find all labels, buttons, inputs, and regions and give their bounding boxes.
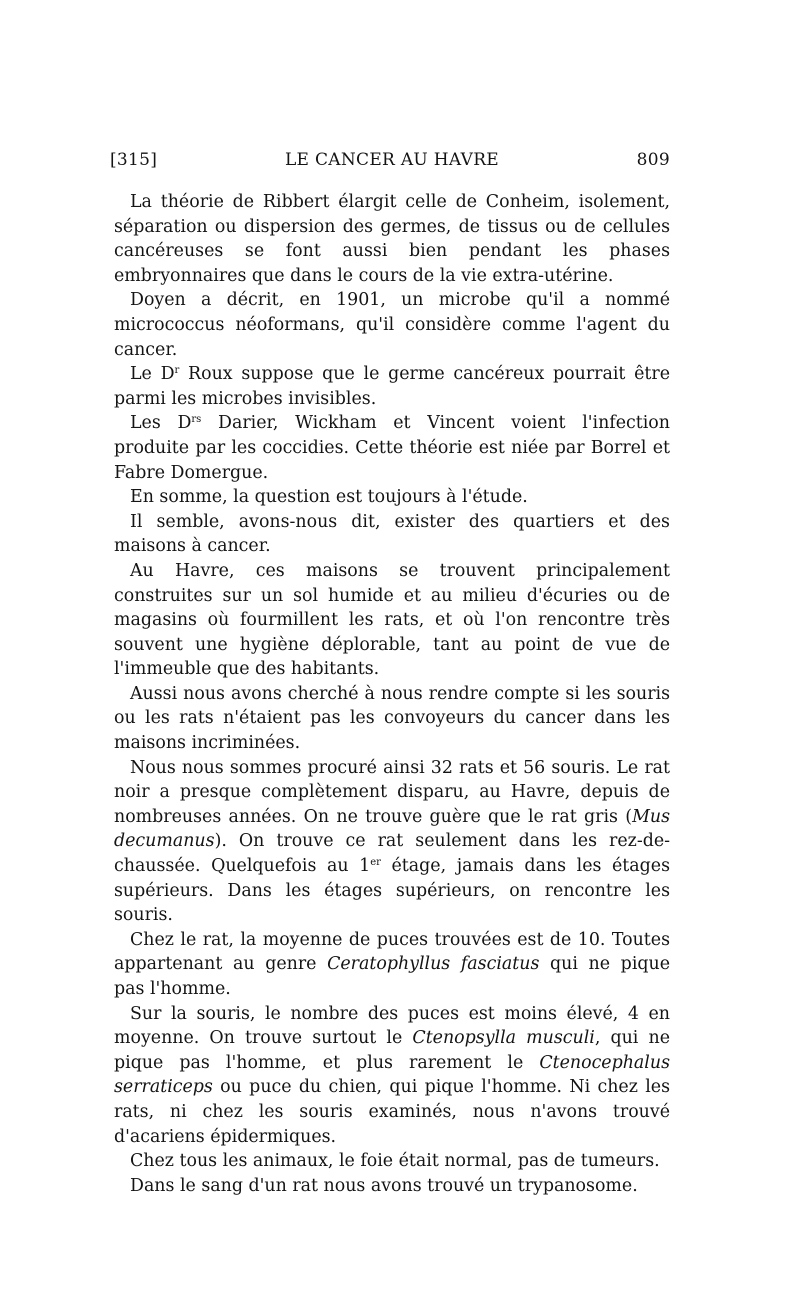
paragraph: La théorie de Ribbert élargit celle de Conheim, isolement, séparation ou dispersion des germes, de tissus ou de cellules cancéreuses se font aussi bien pendant les phases embryonnaires que dans le cours de la vie extra-utérine. bbox=[114, 192, 670, 286]
paragraph: Les $D^{rs}$ Darier, Wickham et Vincent voient l'infection produite par les coccidies. Cette théorie est niée par Borrel et Fabre Domergue. bbox=[114, 413, 670, 483]
paragraph: Chez tous les animaux, le foie était normal, pas de tumeurs. bbox=[130, 1151, 660, 1172]
paragraph: Aussi nous avons cherché à nous rendre compte si les souris ou les rats n'étaient pas les convoyeurs du cancer dans les maisons incriminées. bbox=[114, 683, 670, 754]
paragraph: Doyen a décrit, en 1901, un microbe qu'il a nommé micrococcus néoformans, qu'il considère comme l'agent du cancer. bbox=[114, 290, 670, 360]
species-name: Ctenopsylla musculi bbox=[412, 1028, 595, 1049]
species-name: Ceratophyllus fasciatus bbox=[327, 954, 540, 975]
species-name: Mus decumanus bbox=[114, 806, 670, 852]
paragraph: Le $D^r$ Roux suppose que le germe cancéreux pourrait être parmi les microbes invisibles. bbox=[114, 364, 671, 409]
paragraph: Il semble, avons-nous dit, exister des quartiers et des maisons à cancer. bbox=[114, 511, 670, 557]
superscript: r bbox=[174, 365, 180, 377]
paragraph: Chez le rat, la moyenne de puces trouvées est de 10. Toutes appartenant au genre Ceratophyllus fasciatus qui ne pique pas l'homme. bbox=[114, 929, 670, 999]
page-number: 809 bbox=[636, 150, 670, 170]
page-reference: [315] bbox=[110, 150, 158, 170]
body-text bbox=[114, 190, 670, 1198]
paragraph: Au Havre, ces maisons se trouvent principalement construites sur un sol humide et au milieu d'écuries ou de magasins où fourmillent les rats, et où l'on rencontre très souvent une hygiène déplorable, tant au point de vue de l'immeuble que des habitants. bbox=[114, 560, 670, 680]
running-header bbox=[110, 150, 670, 180]
running-title: LE CANCER AU HAVRE bbox=[284, 150, 500, 170]
superscript: rs bbox=[191, 414, 202, 426]
book-page bbox=[110, 150, 671, 1198]
paragraph: En somme, la question est toujours à l'étude. bbox=[130, 487, 528, 508]
superscript: er bbox=[370, 857, 381, 869]
paragraph: Dans le sang d'un rat nous avons trouvé un trypanosome. bbox=[130, 1175, 638, 1196]
paragraph: Sur la souris, le nombre des puces est moins élevé, 4 en moyenne. On trouve surtout le Ctenopsylla musculi, qui ne pique pas l'homme, et plus rarement le Ctenocephalus serraticeps ou puce du chien, qui pique l'homme. Ni chez les rats, ni chez les souris examinés, nous n'avons trouvé d'acariens épidermiques. bbox=[114, 1003, 670, 1147]
species-name: Ctenocephalus serraticeps bbox=[114, 1052, 670, 1098]
paragraph: Nous nous sommes procuré ainsi 32 rats et 56 souris. Le rat noir a presque complètement disparu, au Havre, depuis de nombreuses années. On ne trouve guère que le rat gris (Mus decumanus). On trouve ce rat seulement dans les rez-de-chaussée. Quelquefois au 1er étage, jamais dans les étages supérieurs. Dans les étages supérieurs, on rencontre les souris. bbox=[114, 757, 671, 926]
